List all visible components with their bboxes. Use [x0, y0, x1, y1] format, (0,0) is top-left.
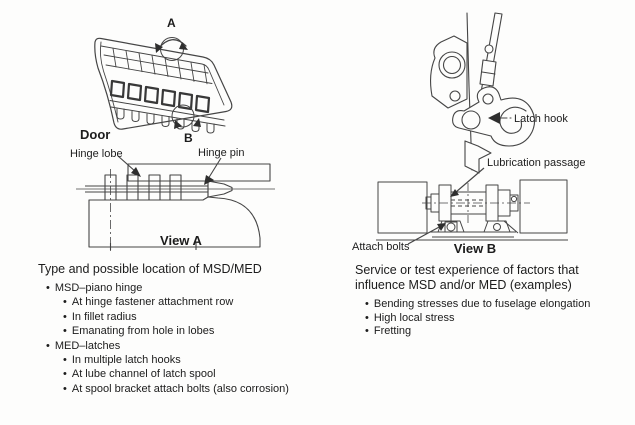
view-a-caption: View A — [160, 233, 202, 248]
right-support — [520, 180, 567, 233]
attach-bolts-label: Attach bolts — [352, 241, 410, 253]
list-item: • Fretting — [365, 325, 601, 339]
view-a-figure — [28, 142, 278, 257]
callout-b-label: B — [184, 131, 193, 145]
hinge-pin-leader — [208, 158, 221, 179]
attach-bolt-right — [494, 224, 501, 231]
attach-bolt-left — [447, 223, 455, 231]
left-support — [378, 182, 427, 233]
list-item: • At lube channel of latch spool — [63, 367, 338, 381]
hinge-lobes — [105, 175, 181, 200]
attach-bolts-leader — [408, 226, 441, 244]
list-item: • MED–latches — [46, 339, 338, 353]
list-item: • In fillet radius — [63, 310, 338, 324]
list-item: • High local stress — [365, 312, 601, 326]
right-text-block — [355, 263, 601, 339]
spool-assembly — [422, 183, 530, 223]
latch-bracket-plate — [431, 36, 467, 108]
lubrication-label: Lubrication passage — [487, 157, 586, 169]
list-item: • MSD–piano hinge — [46, 281, 338, 295]
view-b-caption: View B — [453, 241, 497, 256]
view-b-figure — [346, 152, 635, 257]
left-text-title: Type and possible location of MSD/MED — [38, 262, 262, 276]
door-label: Door — [80, 127, 111, 142]
list-item: • Bending stresses due to fuselage elongation — [365, 298, 601, 312]
callout-a-label: A — [167, 16, 176, 30]
callout-b-arrow-right — [193, 118, 201, 127]
list-item: • In multiple latch hooks — [63, 353, 338, 367]
left-text-list — [38, 281, 338, 396]
list-item: • At hinge fastener attachment row — [63, 295, 338, 309]
list-item: • Emanating from hole in lobes — [63, 324, 338, 338]
left-text-block — [38, 262, 338, 396]
latch-hook-label: Latch hook — [514, 113, 568, 125]
hinge-pin-label: Hinge pin — [198, 147, 245, 159]
latch-linkage-rod — [480, 13, 502, 99]
right-text-list — [355, 298, 601, 339]
hinge-pin — [76, 181, 275, 197]
door-figure — [55, 8, 270, 148]
lubrication-leader — [456, 168, 484, 192]
door-window-row — [111, 81, 209, 112]
door-grid-lines — [104, 48, 212, 84]
list-item: • At spool bracket attach bolts (also corrosion) — [63, 382, 338, 396]
right-text-title: Service or test experience of factors that influence MSD and/or MED (examples) — [355, 263, 579, 292]
hinge-lobe-label: Hinge lobe — [70, 148, 123, 160]
